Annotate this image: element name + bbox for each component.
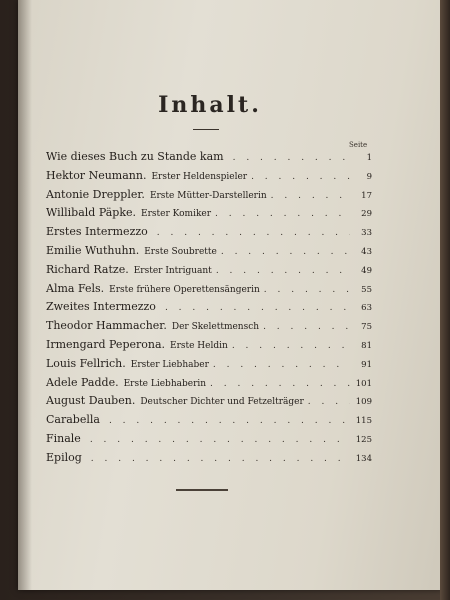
dot-leader: [308, 397, 350, 407]
entry-page-number: 91: [361, 359, 372, 370]
entry-name: Finale: [46, 431, 81, 445]
entry-page-number: 63: [361, 303, 372, 314]
dot-leader: [157, 228, 350, 238]
entry-name: Emilie Wuthuhn.: [46, 243, 140, 257]
entry-name: Louis Fellrich.: [46, 356, 126, 370]
toc-entry: [46, 263, 372, 282]
entry-role: Erste Soubrette: [144, 246, 217, 257]
dot-leader: [165, 303, 350, 313]
toc-entry: [46, 188, 372, 207]
toc-entry: [46, 225, 372, 244]
entry-role: Der Skelettmensch: [171, 322, 260, 333]
dot-leader: [215, 209, 350, 219]
entry-role: Erste Liebhaberin: [123, 378, 207, 389]
toc-entry: [46, 357, 372, 376]
toc-entry: [46, 206, 372, 225]
dot-leader: [216, 266, 350, 276]
entry-name: Carabella: [46, 413, 100, 427]
dot-leader: [213, 360, 350, 370]
entry-role: Erste Heldin: [170, 340, 228, 351]
entry-name: Wie dieses Buch zu Stande kam: [46, 150, 224, 163]
dot-leader: [221, 247, 350, 257]
bottom-divider: [176, 489, 228, 491]
entry-role: Erster Heldenspieler: [151, 171, 248, 182]
dot-leader: [90, 435, 350, 445]
entry-name: Epilog: [46, 450, 82, 464]
book-edge: [440, 0, 450, 600]
dot-leader: [233, 153, 350, 163]
dot-leader: [271, 191, 350, 201]
entry-role: Erster Liebhaber: [130, 359, 209, 370]
entry-role: Erster Komiker: [141, 209, 212, 220]
entry-page-number: 9: [366, 171, 372, 182]
table-of-contents: [46, 150, 372, 470]
entry-name: Irmengard Peperona.: [46, 337, 166, 351]
dot-leader: [264, 285, 350, 295]
entry-role: Deutscher Dichter und Fetzelträger: [140, 397, 304, 408]
toc-entry: [46, 413, 372, 432]
entry-page-number: 29: [361, 209, 372, 220]
gutter-shadow: [18, 0, 32, 590]
entry-role: Erster Intriguant: [133, 265, 212, 276]
toc-entry: [46, 300, 372, 319]
entry-name: Willibald Päpke.: [46, 206, 137, 220]
entry-page-number: 81: [361, 340, 372, 351]
entry-name: Adele Padde.: [46, 375, 119, 389]
entry-name: Alma Fels.: [46, 281, 105, 295]
entry-page-number: 109: [355, 397, 372, 408]
page-title: Inhalt.: [158, 92, 262, 118]
entry-page-number: 1: [366, 153, 372, 163]
entry-page-number: 49: [361, 265, 372, 276]
entry-page-number: 101: [355, 378, 372, 389]
entry-page-number: 17: [361, 190, 372, 201]
entry-page-number: 55: [361, 284, 372, 295]
entry-page-number: 75: [361, 322, 372, 333]
entry-page-number: 43: [361, 246, 372, 257]
entry-page-number: 115: [355, 416, 372, 427]
toc-entry: [46, 319, 372, 338]
page-column-label: Seite: [349, 141, 368, 149]
entry-name: Theodor Hammacher.: [46, 319, 167, 333]
toc-entry: [46, 338, 372, 357]
entry-name: Hektor Neumann.: [46, 168, 147, 182]
dot-leader: [232, 341, 350, 351]
toc-entry: [46, 244, 372, 263]
dot-leader: [251, 172, 350, 182]
dot-leader: [109, 416, 350, 426]
dot-leader: [263, 322, 350, 332]
toc-entry: [46, 451, 372, 470]
toc-entry: [46, 150, 372, 169]
toc-entry: [46, 394, 372, 413]
toc-entry: [46, 376, 372, 395]
dot-leader: [210, 379, 350, 389]
entry-role: Erste Mütter-Darstellerin: [149, 190, 267, 201]
dot-leader: [91, 454, 350, 464]
entry-role: Erste frühere Operettensängerin: [109, 284, 260, 295]
entry-name: Zweites Intermezzo: [46, 300, 156, 314]
entry-name: August Dauben.: [46, 394, 136, 408]
entry-page-number: 33: [361, 228, 372, 239]
entry-page-number: 125: [355, 434, 372, 445]
entry-name: Richard Ratze.: [46, 262, 129, 276]
toc-entry: [46, 169, 372, 188]
toc-entry: [46, 282, 372, 301]
entry-name: Antonie Dreppler.: [46, 187, 145, 201]
entry-name: Erstes Intermezzo: [46, 225, 148, 239]
entry-page-number: 134: [355, 453, 372, 464]
title-divider: [193, 129, 219, 130]
toc-entry: [46, 432, 372, 451]
